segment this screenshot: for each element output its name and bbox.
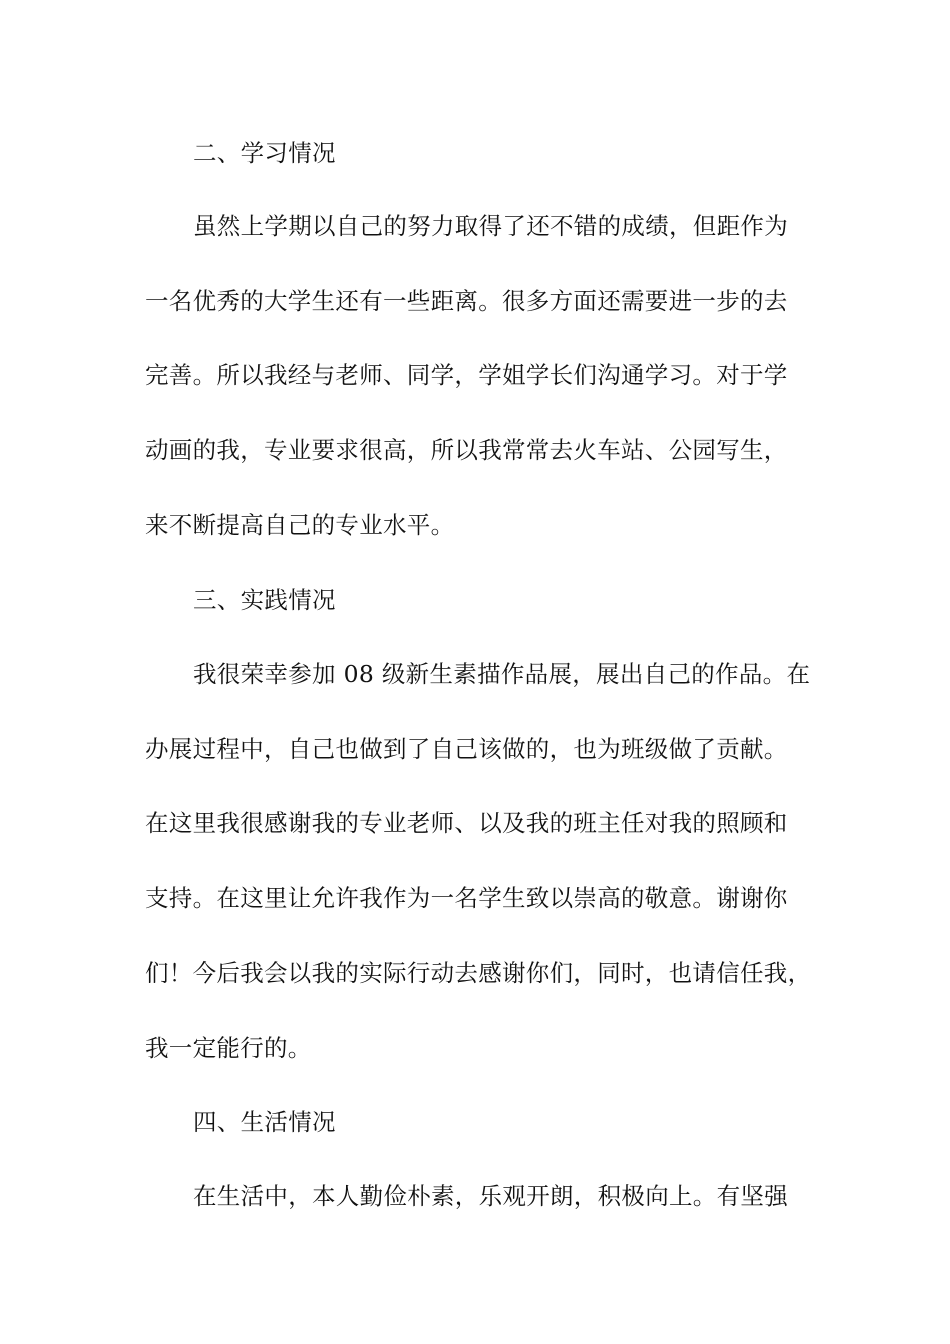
paragraph-line: 支持。在这里让允许我作为一名学生致以崇高的敬意。谢谢你 bbox=[145, 884, 788, 912]
paragraph-line: 来不断提高自己的专业水平。 bbox=[145, 511, 455, 539]
paragraph-line: 动画的我，专业要求很高，所以我常常去火车站、公园写生， bbox=[145, 436, 788, 464]
paragraph-line: 办展过程中，自己也做到了自己该做的，也为班级做了贡献。 bbox=[145, 735, 788, 763]
paragraph-line: 一名优秀的大学生还有一些距离。很多方面还需要进一步的去 bbox=[145, 287, 788, 315]
paragraph-line: 们！今后我会以我的实际行动去感谢你们，同时，也请信任我， bbox=[145, 959, 812, 987]
paragraph-line: 虽然上学期以自己的努力取得了还不错的成绩，但距作为 bbox=[193, 212, 788, 240]
paragraph-line: 在这里我很感谢我的专业老师、以及我的班主任对我的照顾和 bbox=[145, 809, 788, 837]
paragraph-line: 我很荣幸参加 08 级新生素描作品展，展出自己的作品。在 bbox=[193, 660, 811, 688]
paragraph-line: 在生活中，本人勤俭朴素，乐观开朗，积极向上。有坚强 bbox=[193, 1182, 788, 1210]
paragraph-line: 完善。所以我经与老师、同学，学姐学长们沟通学习。对于学 bbox=[145, 361, 788, 389]
section-heading-study: 二、学习情况 bbox=[193, 139, 336, 167]
paragraph-line: 我一定能行的。 bbox=[145, 1034, 312, 1062]
section-heading-life: 四、生活情况 bbox=[193, 1108, 336, 1136]
section-heading-practice: 三、实践情况 bbox=[193, 586, 336, 614]
